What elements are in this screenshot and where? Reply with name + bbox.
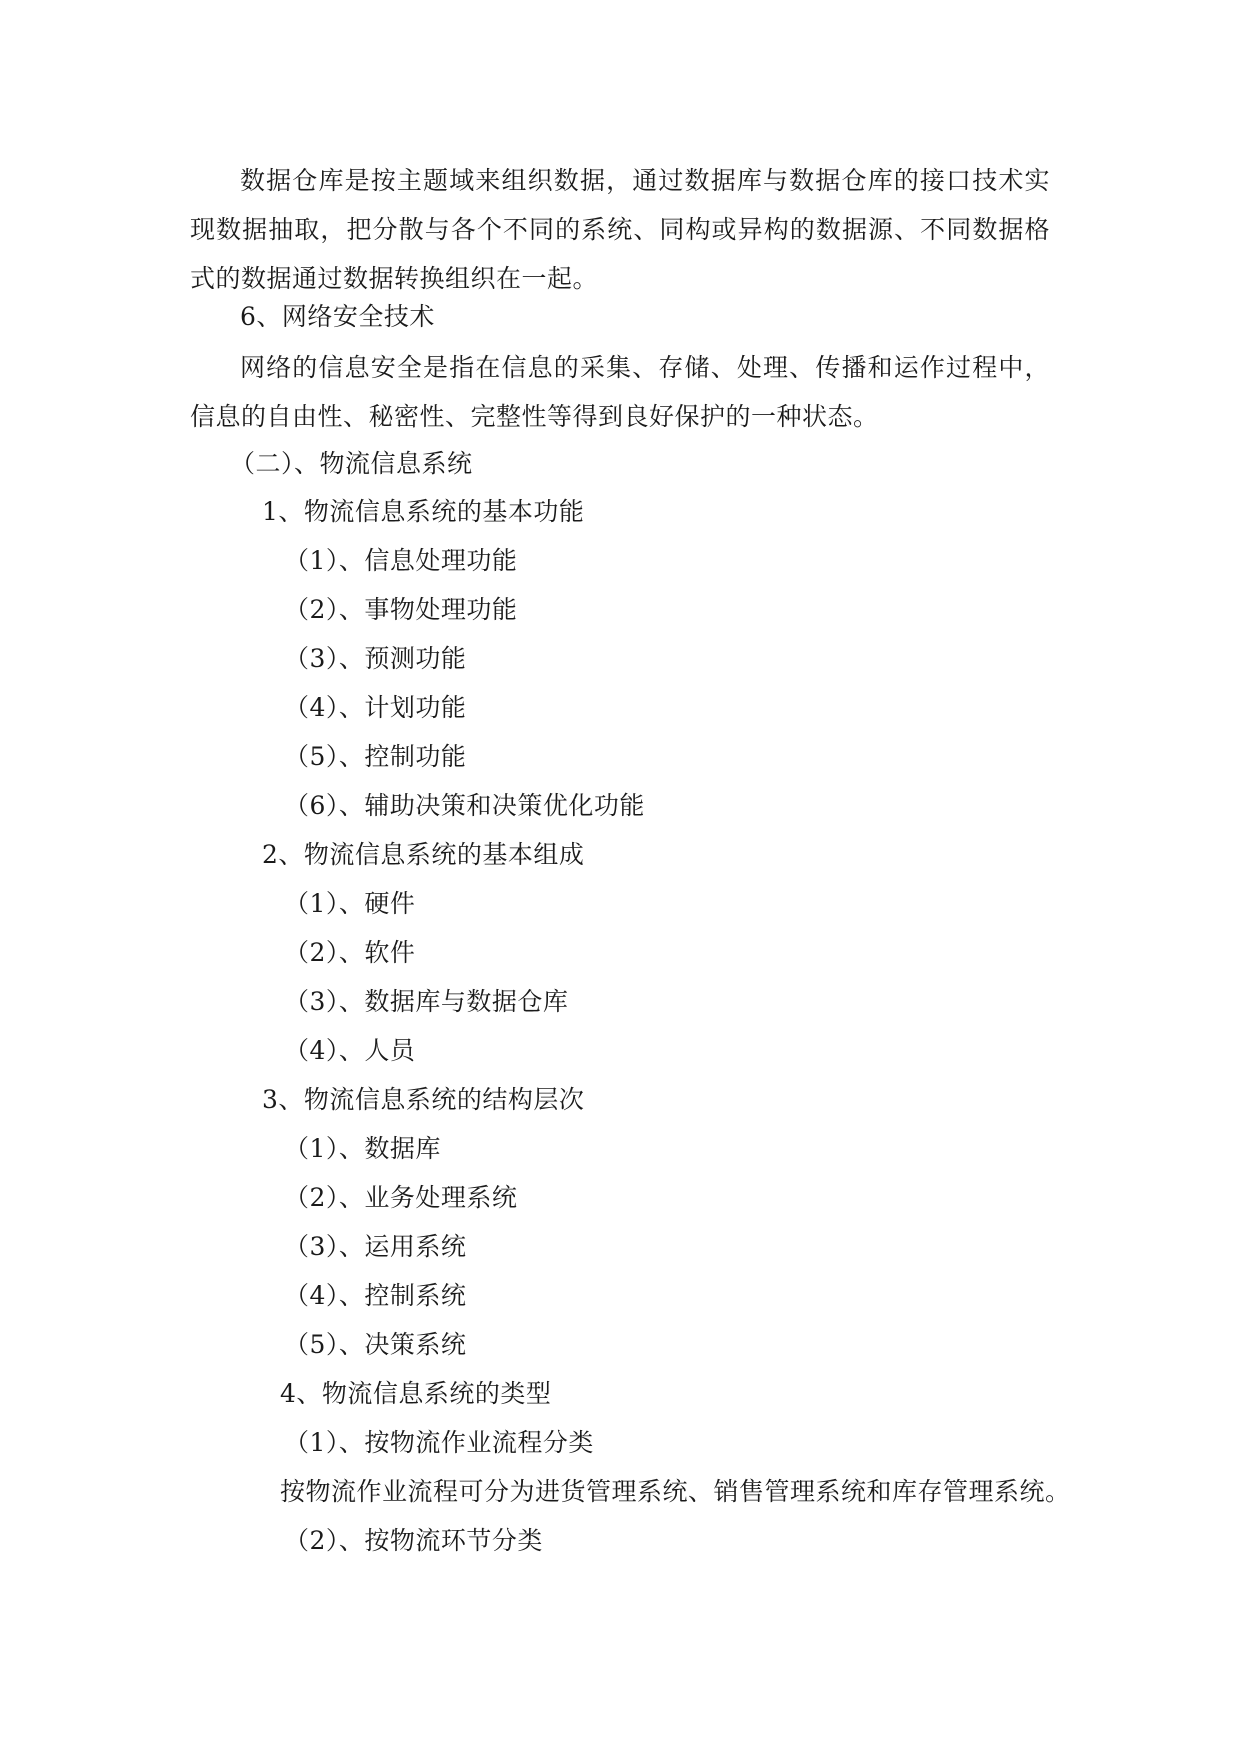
list-item: （1）、按物流作业流程分类 [284,1428,594,1457]
section-heading: （二）、物流信息系统 [230,449,473,478]
list-item: （4）、人员 [284,1036,416,1065]
list-item: （1）、信息处理功能 [284,546,518,575]
heading-structure: 3、物流信息系统的结构层次 [262,1085,585,1114]
heading-composition: 2、物流信息系统的基本组成 [262,840,585,869]
paragraph-data-warehouse: 数据仓库是按主题域来组织数据，通过数据库与数据仓库的接口技术实现数据抽取，把分散与各个不同的系统、同构或异构的数据源、不同数据格式的数据通过数据转换组织在一起。 [190,166,1050,293]
list-item: （2）、软件 [284,938,416,967]
list-item: （2）、业务处理系统 [284,1183,518,1212]
list-item: （2）、按物流环节分类 [284,1526,543,1555]
list-item: （3）、预测功能 [284,644,467,673]
list-item: （1）、硬件 [284,889,416,918]
list-item: （5）、控制功能 [284,742,467,771]
heading-types: 4、物流信息系统的类型 [280,1379,552,1408]
heading-network-security: 6、网络安全技术 [240,302,435,331]
list-item: （6）、辅助决策和决策优化功能 [284,791,645,820]
heading-functions: 1、物流信息系统的基本功能 [262,497,585,526]
list-item: （3）、数据库与数据仓库 [284,987,569,1016]
list-item: （5）、决策系统 [284,1330,467,1359]
list-item: （4）、计划功能 [284,693,467,722]
list-item: （3）、运用系统 [284,1232,467,1261]
list-item: （2）、事物处理功能 [284,595,518,624]
paragraph-network-security: 网络的信息安全是指在信息的采集、存储、处理、传播和运作过程中，信息的自由性、秘密性、完整性等得到良好保护的一种状态。 [190,353,1050,431]
list-item: （4）、控制系统 [284,1281,467,1310]
list-item: （1）、数据库 [284,1134,441,1163]
paragraph-types-desc: 按物流作业流程可分为进货管理系统、销售管理系统和库存管理系统。 [280,1477,1071,1506]
